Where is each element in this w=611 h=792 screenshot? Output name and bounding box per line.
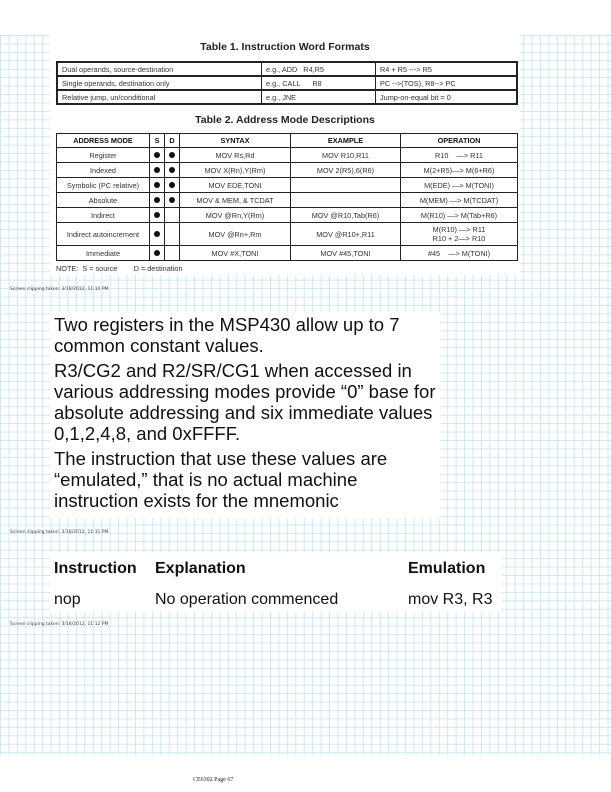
bullet-icon <box>154 167 160 173</box>
format-example-cell: e.g., JNE <box>262 90 376 104</box>
mode-cell: Symbolic (PC relative) <box>57 178 150 193</box>
header-explanation: Explanation <box>155 560 246 577</box>
bullet-icon <box>169 182 175 188</box>
syntax-cell: MOV Rs,Rd <box>180 148 291 163</box>
table-row <box>57 76 517 90</box>
table-row <box>57 178 518 193</box>
table-note: NOTE: S = source D = destination <box>56 264 183 273</box>
bullet-icon <box>169 167 175 173</box>
header-instruction: Instruction <box>54 560 137 577</box>
table-header-row <box>57 134 518 148</box>
example-cell: MOV #45,TONI <box>291 246 401 261</box>
table-row <box>57 148 518 163</box>
mode-cell: Immediate <box>57 246 150 261</box>
syntax-cell: MOV @Rn,Y(Rm) <box>180 208 291 223</box>
mode-cell: Indirect <box>57 208 150 223</box>
format-example-cell: e.g., CALL R8 <box>262 76 376 90</box>
format-type-cell: Single operands, destination only <box>57 76 262 90</box>
operation-cell: R10 —> R11 <box>401 148 518 163</box>
clipping-timestamp: Screen clipping taken: 3/18/2012, 11:11 PM <box>10 530 109 535</box>
example-cell: MOV @R10,Tab(R6) <box>291 208 401 223</box>
table1-title: Table 1. Instruction Word Formats <box>200 41 370 53</box>
address-mode-table <box>56 133 518 261</box>
bullet-icon <box>154 250 160 256</box>
bullet-icon <box>154 152 160 158</box>
header-s: S <box>150 134 165 148</box>
operation-cell: M(R10) —> M(Tab+R6) <box>401 208 518 223</box>
mode-cell: Register <box>57 148 150 163</box>
paragraph: Two registers in the MSP430 allow up to 7 common constant values. <box>54 314 400 356</box>
s-cell <box>150 148 165 163</box>
d-cell <box>165 208 180 223</box>
s-cell <box>150 178 165 193</box>
clipping-timestamp: Screen clipping taken: 3/18/2012, 11:12 PM <box>10 622 109 627</box>
format-type-cell: Relative jump, un/conditional <box>57 90 262 104</box>
header-syntax: SYNTAX <box>180 134 291 148</box>
paragraph: R3/CG2 and R2/SR/CG1 when accessed in various addressing modes provide “0” base for absolute addressing and six immediate values 0,1,2,4,8, and 0xFFFF. <box>54 360 436 444</box>
cell-instruction: nop <box>54 591 81 608</box>
format-type-cell: Dual operands, source-destination <box>57 62 262 76</box>
header-operation: OPERATION <box>401 134 518 148</box>
operation-cell: M(MEM) —> M(TCDAT) <box>401 193 518 208</box>
instruction-word-formats-table <box>56 61 518 105</box>
example-cell: MOV R10,R11 <box>291 148 401 163</box>
table-row <box>57 208 518 223</box>
operation-cell: M(EDE) —> M(TONI) <box>401 178 518 193</box>
format-operation-cell: R4 + R5 ---> R5 <box>376 62 518 76</box>
example-cell <box>291 178 401 193</box>
header-address-mode: ADDRESS MODE <box>57 134 150 148</box>
s-cell <box>150 193 165 208</box>
syntax-cell: MOV #X,TONI <box>180 246 291 261</box>
bullet-icon <box>169 197 175 203</box>
syntax-cell: MOV X(Rn),Y(Rm) <box>180 163 291 178</box>
clipping-instruction-table <box>50 552 502 612</box>
bullet-icon <box>154 212 160 218</box>
clipping-text <box>50 312 440 518</box>
bullet-icon <box>154 182 160 188</box>
s-cell <box>150 223 165 246</box>
table-row <box>57 62 517 76</box>
syntax-cell: MOV @Rn+,Rm <box>180 223 291 246</box>
table-row <box>57 163 518 178</box>
body-text <box>54 314 439 515</box>
mode-cell: Absolute <box>57 193 150 208</box>
s-cell <box>150 163 165 178</box>
table-row <box>57 246 518 261</box>
example-cell <box>291 193 401 208</box>
cell-emulation: mov R3, R3 <box>408 591 493 608</box>
operation-cell: M(R10) —> R11 R10 + 2—> R10 <box>401 223 518 246</box>
page-footer: CE6302 Page 67 <box>193 777 234 783</box>
operation-cell: M(2+R5)—> M(6+R6) <box>401 163 518 178</box>
s-cell <box>150 246 165 261</box>
header-d: D <box>165 134 180 148</box>
clipping-tables <box>50 30 520 275</box>
s-cell <box>150 208 165 223</box>
header-example: EXAMPLE <box>291 134 401 148</box>
header-emulation: Emulation <box>408 560 486 577</box>
mode-cell: Indirect autoincrement <box>57 223 150 246</box>
paragraph: The instruction that use these values are “emulated,” that is no actual machine instruction exists for the mnemonic <box>54 448 388 511</box>
d-cell <box>165 246 180 261</box>
format-example-cell: e.g., ADD R4,R5 <box>262 62 376 76</box>
operation-cell: #45 —> M(TONI) <box>401 246 518 261</box>
d-cell <box>165 193 180 208</box>
example-cell: MOV 2(R5),6(R6) <box>291 163 401 178</box>
format-operation-cell: PC -->(TOS), R8--> PC <box>376 76 518 90</box>
bullet-icon <box>154 197 160 203</box>
bullet-icon <box>154 231 160 237</box>
d-cell <box>165 178 180 193</box>
mode-cell: Indexed <box>57 163 150 178</box>
table-row <box>57 90 517 104</box>
example-cell: MOV @R10+,R11 <box>291 223 401 246</box>
d-cell <box>165 163 180 178</box>
d-cell <box>165 223 180 246</box>
table-row <box>57 223 518 246</box>
clipping-timestamp: Screen clipping taken: 3/18/2012, 11:10 PM <box>10 287 109 292</box>
syntax-cell: MOV & MEM, & TCDAT <box>180 193 291 208</box>
bullet-icon <box>169 152 175 158</box>
format-operation-cell: Jump-on-equal bit = 0 <box>376 90 518 104</box>
syntax-cell: MOV EDE,TONI <box>180 178 291 193</box>
table-row <box>57 193 518 208</box>
table2-title: Table 2. Address Mode Descriptions <box>195 114 375 126</box>
cell-explanation: No operation commenced <box>155 591 339 608</box>
d-cell <box>165 148 180 163</box>
